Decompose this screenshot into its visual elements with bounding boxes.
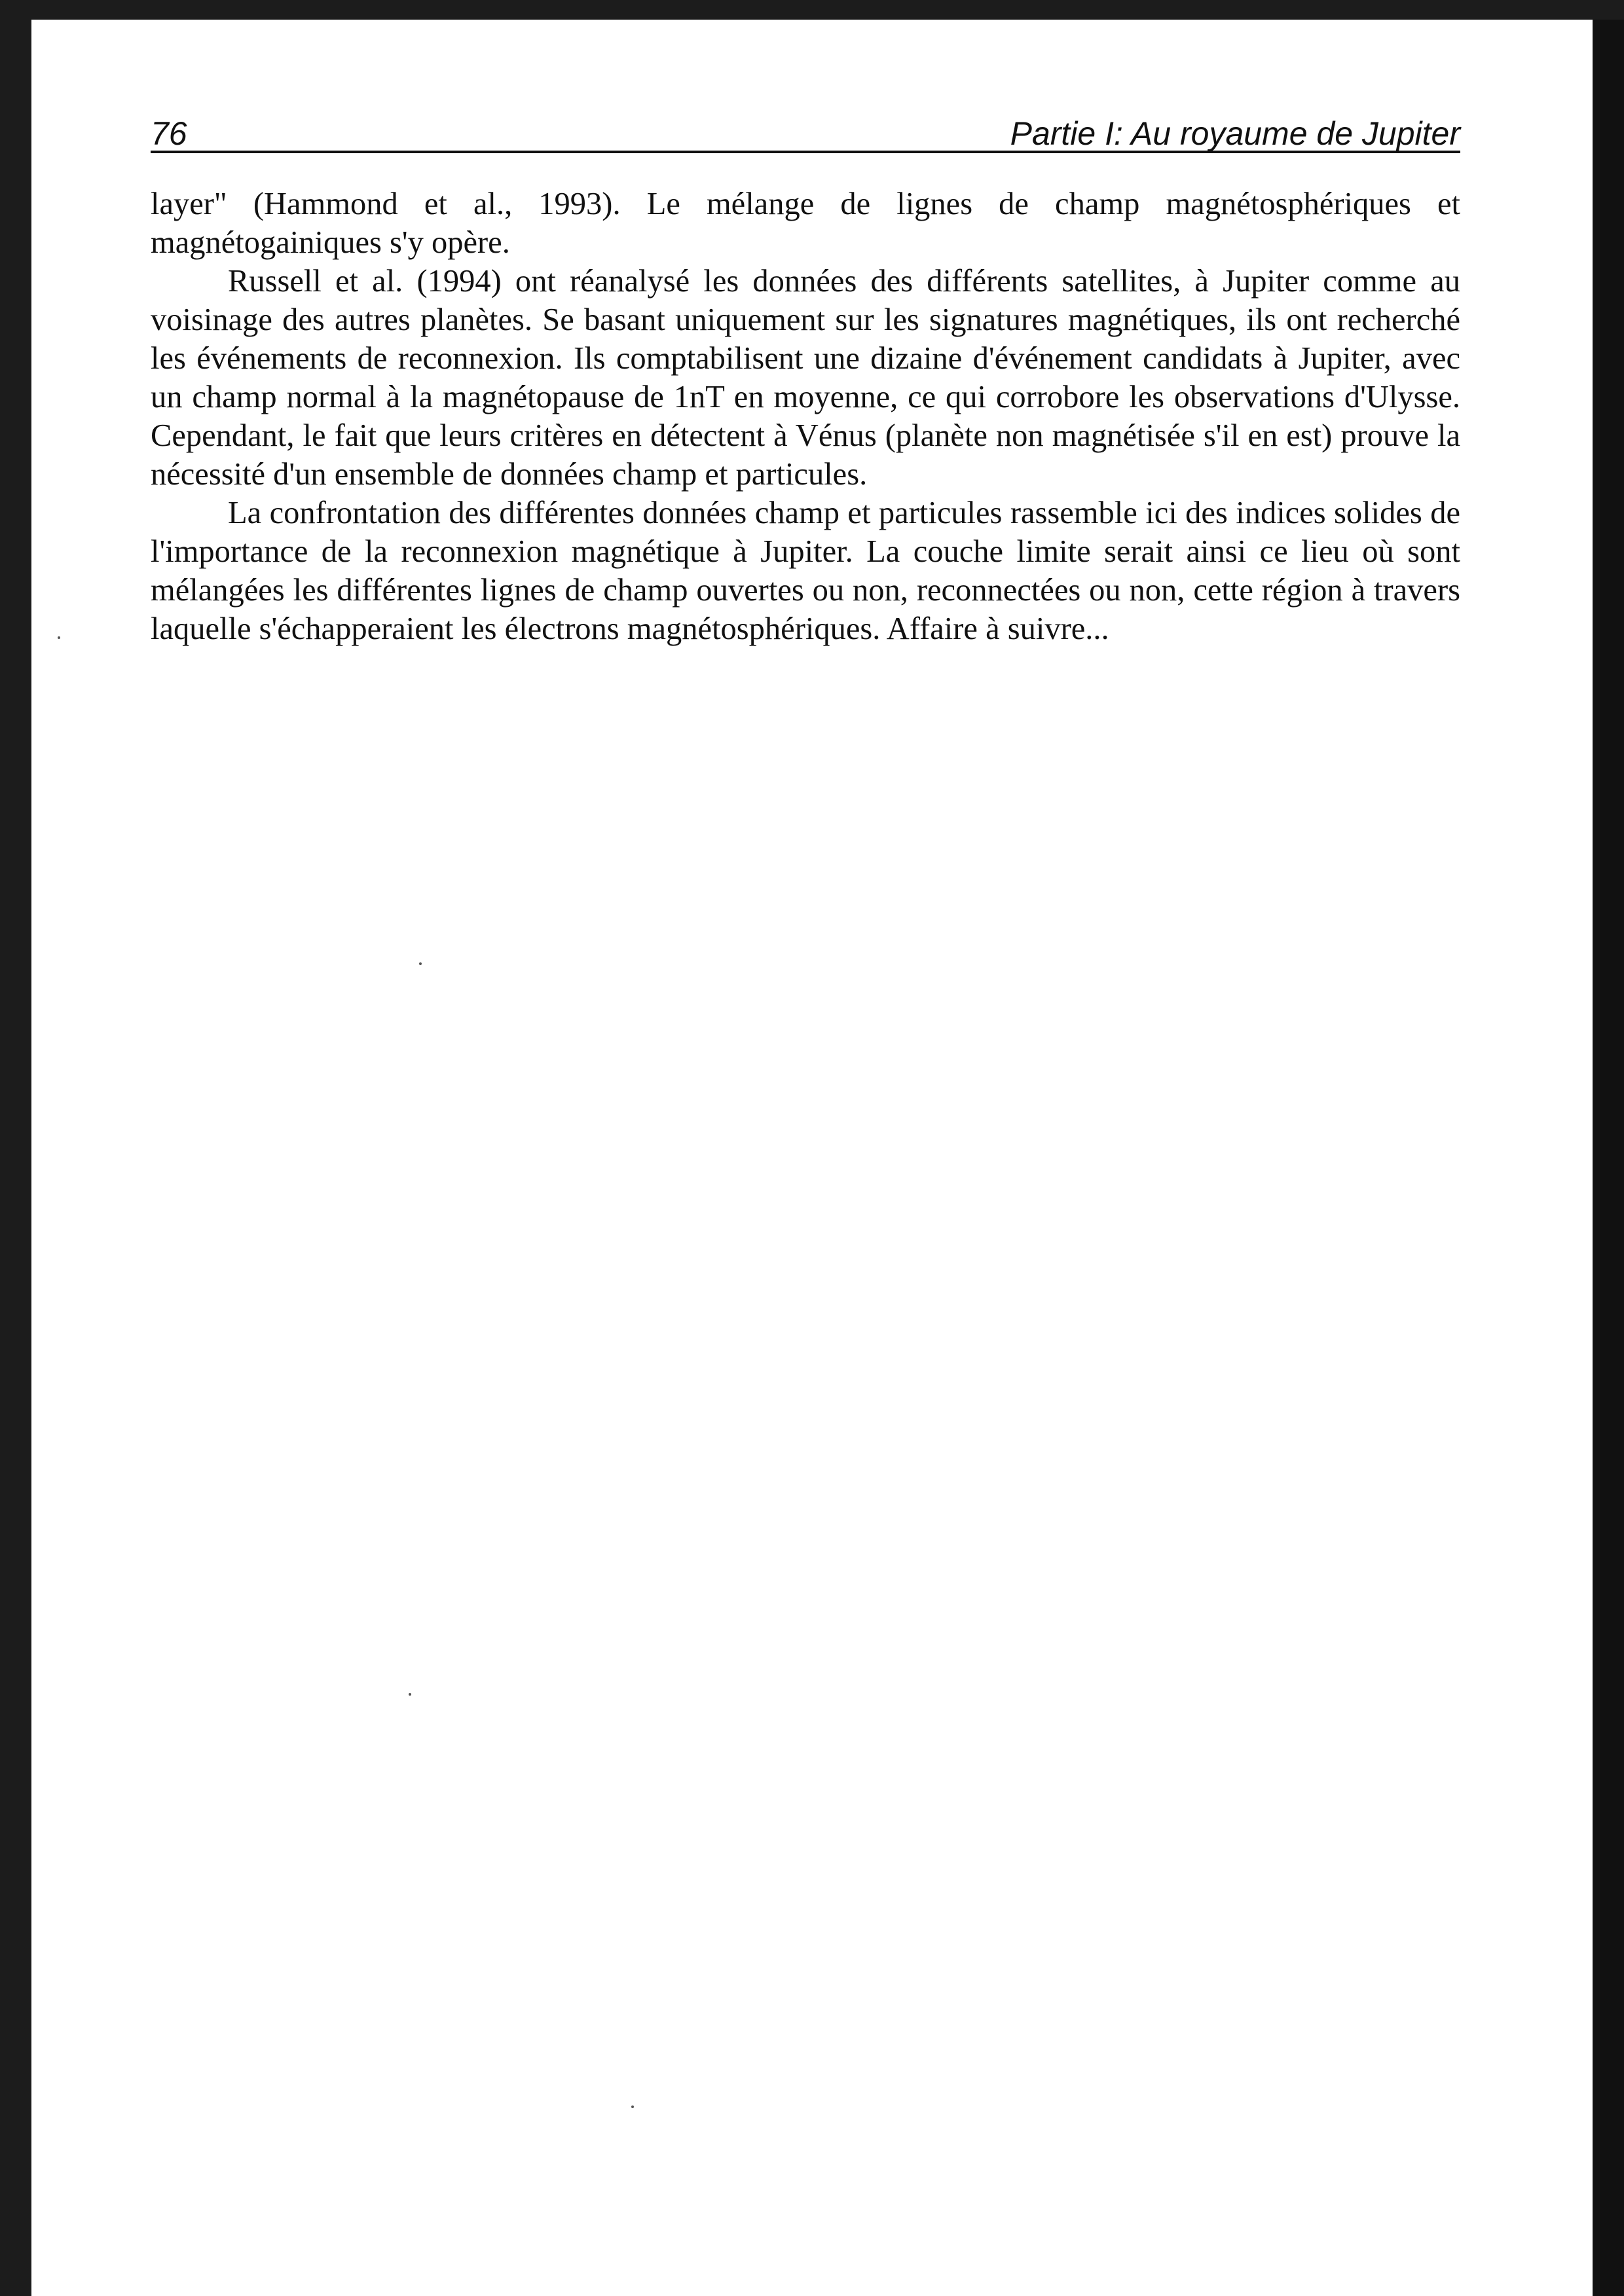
paragraph-russell: Russell et al. (1994) ont réanalysé les données des différents satellites, à Jupiter comme au voisinage des autres planètes. Se basant uniquement sur les signatures magnétiques, ils ont recherché les événements de reconnexion. Ils comptabilisent une dizaine d'événement candidats à Jupiter, avec un champ normal à la magnétopause de 1nT en moyenne, ce qui corrobore les observations d'Ulysse. Cependant, le fait que leurs critères en détectent à Vénus (planète non magnétisée s'il en est) prouve la nécessité d'un ensemble de données champ et particules.	[151, 264, 1460, 492]
paragraph-continued: layer" (Hammond et al., 1993). Le mélange de lignes de champ magnétosphériques et magnétogainiques s'y opère.	[151, 187, 1460, 260]
scan-edge-shadow	[1593, 20, 1624, 2296]
scan-speck	[409, 1693, 411, 1696]
running-header	[151, 111, 1460, 153]
paragraph-confrontation: La confrontation des différentes données champ et particules rassemble ici des indices solides de l'importance de la reconnexion magnétique à Jupiter. La couche limite serait ainsi ce lieu où sont mélangées les différentes lignes de champ ouvertes ou non, reconnectées ou non, cette région à travers laquelle s'échapperaient les électrons magnétosphériques. Affaire à suivre...	[151, 496, 1460, 646]
scan-speck	[631, 2105, 634, 2108]
running-title: Partie I: Au royaume de Jupiter	[1010, 115, 1460, 152]
scan-speck	[58, 636, 60, 639]
scan-speck	[419, 962, 422, 965]
body-text	[151, 185, 1460, 648]
page-number: 76	[151, 115, 187, 152]
